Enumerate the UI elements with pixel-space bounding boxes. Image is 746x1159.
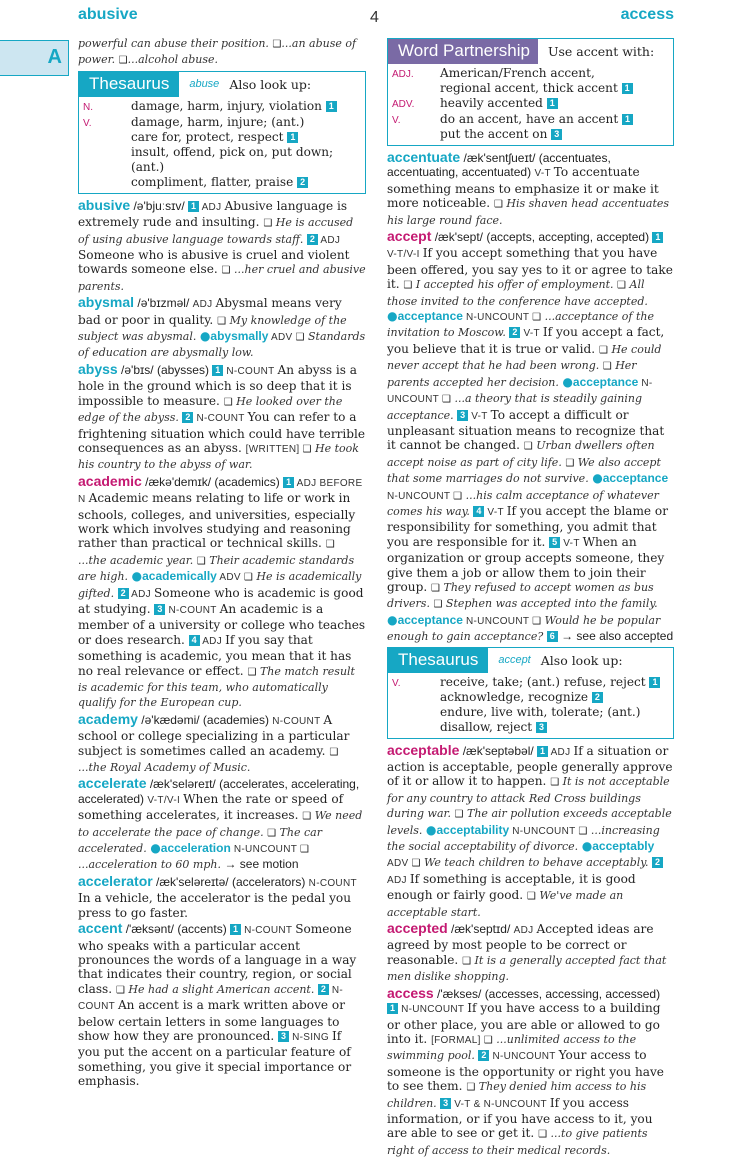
thesaurus-also-look-up: Also look up: (229, 76, 312, 92)
box-line: heavily accented 1 (440, 96, 669, 111)
example-text: We teach children to behave acceptably. (420, 856, 652, 870)
sense-number: 2 (118, 588, 129, 599)
derived-word: abysmally (210, 329, 269, 344)
example-marker-icon: ❑ (578, 825, 588, 837)
definition-text: If you have access to a building or other place, you are able or allowed to go into it. (387, 1001, 661, 1046)
definition-text: Accepted ideas are agreed by most people to be correct or reasonable. (387, 922, 654, 967)
part-of-speech: ADV. (392, 99, 415, 110)
sense-number: 1 (649, 677, 660, 688)
pronunciation: /ə'kædəmi/ (academies) (137, 712, 273, 727)
grammar-label: N-UNCOUNT (462, 615, 533, 627)
example-marker-icon: ❑ (431, 582, 440, 594)
grammar-label: V-T & N-UNCOUNT (451, 1098, 550, 1110)
example-marker-icon: ❑ (617, 280, 626, 292)
sense-number: 2 (182, 412, 193, 423)
grammar-label: V-T/V-I (147, 794, 184, 806)
example-marker-icon: ❑ (565, 457, 575, 469)
part-of-speech: V. (392, 115, 401, 126)
definition-text: Someone who is abusive is cruel and violent towards someone else. (78, 248, 350, 277)
example-marker-icon: ❑ (550, 777, 560, 789)
definition-text: If you say that something is academic, you mean that it has no real relevance or effect. (78, 632, 352, 678)
example-text: We need to accelerate the pace of change. (78, 809, 363, 839)
sense-number: 2 (509, 327, 520, 338)
box-line: do an accent, have an accent 1 (440, 112, 669, 127)
guide-word-right: access (620, 6, 674, 23)
example-text: We've made an acceptable start. (387, 889, 624, 919)
derived-word: acceptability (436, 822, 510, 837)
grammar-label: ADJ (192, 299, 216, 311)
pronunciation: /ə'bɪs/ (abysses) (117, 362, 213, 377)
grammar-label: V-T (534, 168, 554, 180)
pronunciation: → see also accepted (557, 629, 674, 644)
example-marker-icon: ❑ (329, 746, 339, 758)
definition-text: If you accept something that you have been offered, you say yes to it or agree to take it. (387, 246, 673, 292)
part-of-speech: N. (83, 101, 93, 113)
example-marker-icon: ❑ (483, 1034, 493, 1046)
sense-number: 2 (307, 234, 318, 245)
dictionary-entry (78, 776, 366, 872)
definition-text: You can refer to a frightening situation which could have terrible consequences as an abyss. (78, 410, 366, 455)
example-marker-icon: ❑ (523, 441, 533, 453)
part-of-speech: ADJ. (392, 69, 414, 80)
sense-number: 1 (283, 477, 294, 488)
sense-number: 1 (622, 114, 633, 125)
dictionary-entry (78, 921, 366, 1088)
continued-entry (78, 36, 366, 69)
definition-text: In a vehicle, the accelerator is the pedal you press to go faster. (78, 891, 351, 920)
example-marker-icon: ❑ (300, 844, 310, 856)
sense-number: 1 (287, 132, 298, 143)
definition-text: Someone who speaks with a particular accent pronounces the words of a language in a way that indicates their country, region, or social class. (78, 922, 357, 996)
grammar-label: ADJ (317, 234, 341, 246)
grammar-label: ADV (387, 858, 412, 870)
derivative-bullet-icon: ● (425, 822, 437, 837)
definition-text: Your access to someone is the opportunity or right you have to see them. (387, 1048, 664, 1094)
box-line: acknowledge, recognize 2 (440, 690, 669, 705)
sense-number: 2 (592, 692, 603, 703)
definition-text: To accentuate something means to emphasize it or make it more noticeable. (387, 165, 659, 211)
example-text: ...unlimited access to the swimming pool. (387, 1032, 637, 1063)
box-line: compliment, flatter, praise 2 (131, 175, 361, 190)
example-marker-icon: ❑ (462, 955, 472, 967)
example-marker-icon: ❑ (526, 891, 536, 903)
example-text: He is academically gifted. (78, 570, 362, 600)
example-text: ...acceleration to 60 mph. (78, 858, 225, 872)
headword[interactable]: accelerate (78, 775, 147, 792)
grammar-label: ADV (268, 332, 296, 344)
grammar-label: V-T (520, 328, 543, 340)
derived-word: acceptance (397, 612, 463, 627)
sense-number: 2 (652, 857, 663, 868)
guide-word-left: abusive (78, 6, 138, 23)
definition-text: An abyss is a hole in the ground which is so deep that it is impossible to measure. (78, 362, 358, 408)
example-marker-icon: ❑ (302, 811, 312, 823)
thesaurus-also-look-up: Also look up: (540, 652, 623, 668)
dictionary-entry (387, 150, 674, 228)
example-marker-icon: ❑ (598, 344, 608, 356)
sense-number: 1 (537, 746, 548, 757)
grammar-label: ADJ (199, 635, 226, 647)
sense-number: 3 (457, 410, 468, 421)
example-text: He looked over the edge of the abyss. (78, 394, 343, 425)
sense-number: 3 (536, 722, 547, 733)
derivative-bullet-icon: ● (592, 471, 603, 486)
grammar-label: N-UNCOUNT (230, 844, 301, 856)
definition-text: When an organization or group accepts someone, they give them a job or allow them to join their group. (387, 534, 665, 594)
definition-text: To accept a difficult or unpleasant situation means to recognize that it cannot be changed. (387, 407, 665, 453)
left-column (78, 36, 366, 1090)
box-row (79, 115, 365, 190)
derived-word: acceptably (592, 839, 655, 854)
example-marker-icon: ❑ (466, 1082, 476, 1094)
example-text: The match result is academic for this team, who automatically qualify for the European cup. (78, 664, 355, 710)
grammar-label: N-COUNT (308, 877, 357, 889)
derived-word: acceptance (572, 374, 639, 389)
example-marker-icon: ❑ (403, 280, 413, 292)
example-text: They denied him access to his children. (387, 1080, 647, 1110)
pronunciation: /æk'sept/ (accepts, accepting, accepted) (431, 230, 653, 245)
derivative-bullet-icon: ● (581, 839, 593, 854)
part-of-speech: V. (83, 117, 92, 129)
derivative-bullet-icon: ● (199, 329, 211, 344)
example-text: He took his country to the abyss of war. (78, 441, 359, 472)
box-line: American/French accent, (440, 66, 595, 80)
example-marker-icon: ❑ (493, 199, 503, 211)
dictionary-entry (387, 921, 674, 985)
sense-number: 1 (387, 1003, 398, 1014)
pronunciation: /æk'seləreɪt/ (accelerates, accelerating, accelerated) (78, 777, 360, 806)
box-row (388, 675, 673, 735)
definition-text: Academic means relating to life or work in schools, colleges, and universities, especially work which involves studying and reasoning rather than practical or technical skills. (78, 491, 356, 551)
example-marker-icon: ❑ (532, 615, 542, 627)
example-text: ...the Royal Academy of Music. (78, 761, 251, 775)
sense-number: 3 (551, 129, 562, 140)
thesaurus-word: abuse (189, 78, 220, 91)
sense-number: 2 (478, 1050, 489, 1061)
example-text: ...a theory that is steadily gaining acceptance. (387, 392, 643, 422)
example-text: Stephen was accepted into the family. (442, 597, 658, 611)
example-marker-icon: ❑ (325, 539, 335, 551)
definition-text: A school or college specializing in a particular subject is sometimes called an academy. (78, 712, 350, 758)
part-of-speech: V. (392, 677, 401, 689)
example-marker-icon: ❑ (454, 809, 464, 821)
example-marker-icon: ❑ (247, 666, 257, 678)
grammar-label: N-UNCOUNT (489, 1051, 559, 1063)
example-marker-icon: ❑ (243, 572, 253, 584)
example-text: All those invited to the conference have accepted. (387, 278, 648, 308)
example-marker-icon: ❑ (115, 984, 125, 996)
headword[interactable]: accentuate (387, 149, 461, 165)
example-text: My knowledge of the subject was abysmal. (78, 313, 347, 344)
derivative-bullet-icon: ● (387, 612, 398, 627)
grammar-label: N-COUNT (223, 365, 278, 377)
pronunciation: → see motion (224, 857, 299, 872)
derived-word: acceptance (602, 471, 669, 486)
box-row (388, 112, 673, 142)
example-text: The air pollution exceeds acceptable levels. (387, 807, 672, 837)
definition-text: If you put the accent on a particular feature of something, you give it special importance or emphasis. (78, 1028, 352, 1089)
dictionary-entry (387, 743, 674, 920)
pronunciation: /'ækses/ (accesses, accessing, accessed) (433, 986, 661, 1001)
grammar-label: N-UNCOUNT (387, 490, 454, 502)
dictionary-entry (387, 986, 674, 1158)
headword[interactable]: accent (78, 920, 123, 937)
grammar-label: V-T (468, 410, 491, 422)
example-marker-icon: ❑ (263, 218, 273, 230)
headword[interactable]: academy (78, 710, 138, 727)
dictionary-entry (78, 295, 366, 361)
dictionary-entry (78, 362, 366, 473)
example-text: I accepted his offer of employment. (412, 278, 618, 292)
derivative-bullet-icon: ● (150, 841, 161, 856)
box-values (131, 115, 361, 190)
thumb-index-tab[interactable] (0, 40, 69, 76)
definition-text: Abusive language is extremely rude and insulting. (78, 198, 348, 230)
sense-number: 5 (549, 537, 560, 548)
derivative-bullet-icon: ● (131, 569, 143, 584)
example-text: We also accept that some marriages do not survive. (387, 455, 661, 486)
sense-number: 1 (188, 201, 199, 212)
sense-number: 4 (189, 635, 200, 646)
sense-number: 4 (473, 506, 484, 517)
example-marker-icon: ❑ (538, 1129, 548, 1141)
grammar-label: ADJ (199, 201, 225, 213)
thesaurus-box-abuse (78, 71, 366, 194)
sense-number: 1 (622, 83, 633, 94)
pronunciation: /æk'sentʃueɪt/ (accentuates, accentuating, accentuated) (387, 151, 611, 180)
grammar-label: N-SING (289, 1031, 332, 1043)
example-marker-icon: ❑ (295, 332, 305, 344)
sense-number: 3 (440, 1098, 451, 1109)
grammar-label: ADJ (128, 588, 155, 600)
headword[interactable]: academic (78, 472, 142, 489)
example-text: ...his calm acceptance of whatever comes his way. (387, 488, 659, 518)
example-marker-icon: ❑ (267, 827, 277, 839)
thesaurus-label: Thesaurus (388, 648, 488, 673)
example-marker-icon: ❑ (118, 55, 128, 67)
derived-word: acceleration (160, 841, 231, 856)
example-text: He had a slight American accent. (124, 982, 318, 996)
definition-text: If you access information, or if you have access to it, you are able to see or get it. (387, 1095, 653, 1141)
dictionary-entry (387, 229, 674, 645)
example-text: ...acceptance of the invitation to Moscow. (387, 310, 654, 340)
grammar-label: [FORMAL] (431, 1034, 484, 1046)
grammar-label: ADJ (387, 874, 410, 886)
thesaurus-word: accept (498, 654, 531, 667)
example-text: The car accelerated. (78, 825, 322, 856)
sense-number: 1 (212, 365, 223, 376)
example-marker-icon: ❑ (433, 599, 443, 611)
box-line: insult, offend, pick on, put down; (ant.) (131, 144, 334, 174)
example-text: It is not acceptable for any country to attack Red Cross buildings during war. (387, 775, 670, 821)
box-values (440, 66, 669, 96)
box-row (388, 96, 673, 112)
grammar-label: ADJ (513, 925, 537, 937)
example-marker-icon: ❑ (442, 394, 451, 406)
box-row (388, 66, 673, 96)
pronunciation: /æk'septɪd/ (447, 922, 514, 937)
example-text: ...alcohol abuse. (127, 53, 219, 67)
box-line: put the accent on 3 (440, 127, 669, 142)
example-text: ...to give patients right of access to their medical records. (387, 1127, 648, 1157)
definition-text: Abysmal means very bad or poor in quality. (78, 296, 342, 327)
example-marker-icon: ❑ (302, 443, 312, 455)
example-text: Their academic standards are high. (78, 553, 355, 584)
grammar-label: N-COUNT (272, 715, 324, 727)
grammar-label: N-COUNT (193, 413, 248, 425)
example-text: Her parents accepted her decision. (387, 359, 637, 389)
box-values (440, 96, 669, 112)
example-text: He is accused of using abusive language towards staff. (78, 216, 354, 246)
pronunciation: /ə'bjuːsɪv/ (130, 198, 189, 213)
word-partnership-use: Use accent with: (547, 44, 655, 59)
example-marker-icon: ❑ (217, 315, 227, 327)
example-text: Urban dwellers often accept noise as part of city life. (387, 439, 655, 469)
headword[interactable]: access (387, 984, 434, 1001)
dictionary-entry (78, 474, 366, 711)
pronunciation: /æk'seləreɪtə/ (accelerators) (152, 874, 309, 889)
box-line: damage, harm, injure; (ant.) (131, 114, 305, 129)
definition-text: When the rate or speed of something accelerates, it increases. (78, 791, 344, 823)
grammar-label: N-UNCOUNT (387, 377, 653, 406)
definition-text: An academic is a member of a university or college who teaches or does research. (78, 601, 366, 647)
box-values (440, 675, 669, 735)
headword[interactable]: abysmal (78, 294, 135, 311)
grammar-label: V-T (484, 506, 507, 518)
definition-text: If you accept a fact, you believe that it is true or valid. (387, 325, 665, 356)
example-text: It is a generally accepted fact that men dislike shopping. (387, 953, 667, 984)
sense-number: 1 (230, 924, 241, 935)
thumb-letter: A (47, 46, 62, 68)
grammar-label: N-COUNT (241, 925, 296, 937)
dictionary-entry (78, 712, 366, 776)
grammar-label: ADV (216, 572, 244, 584)
box-line: regional accent, thick accent 1 (440, 81, 669, 96)
derivative-bullet-icon: ● (387, 309, 398, 324)
derived-word: academically (142, 569, 217, 584)
right-column (387, 36, 674, 1159)
box-values (131, 99, 361, 115)
example-marker-icon: ❑ (602, 361, 612, 373)
example-text: They refused to accept women as bus drivers. (387, 580, 654, 611)
definition-text: An accent is a mark written above or below certain letters in some languages to show how they are pronounced. (78, 998, 345, 1043)
example-text: Standards of education are abysmally low. (78, 330, 366, 360)
example-text: His shaven head accentuates his large round face. (387, 197, 670, 227)
headword[interactable]: accepted (387, 920, 448, 937)
box-line: receive, take; (ant.) refuse, reject 1 (440, 675, 669, 690)
example-marker-icon: ❑ (532, 312, 542, 324)
page-number: 4 (370, 9, 379, 26)
headword[interactable]: acceptable (387, 741, 460, 758)
sense-number: 1 (547, 98, 558, 109)
headword[interactable]: abyss (78, 360, 118, 377)
definition-text: Someone who is academic is good at studying. (78, 585, 364, 616)
grammar-label: ADJ (548, 746, 574, 758)
sense-number: 6 (547, 631, 558, 642)
box-row (79, 99, 365, 115)
box-line: care for, protect, respect 1 (131, 130, 361, 145)
grammar-label: N-UNCOUNT (462, 312, 533, 324)
grammar-label: [WRITTEN] (245, 443, 303, 455)
grammar-label: N-COUNT (78, 984, 344, 1013)
example-text: ...increasing the social acceptability of divorce. (387, 823, 660, 854)
box-line: disallow, reject 3 (440, 720, 669, 735)
sense-number: 2 (297, 177, 308, 188)
example-text: He could never accept that he had been wrong. (387, 342, 662, 373)
example-marker-icon: ❑ (221, 265, 231, 277)
grammar-label: V-T (560, 537, 583, 549)
sense-number: 2 (318, 984, 329, 995)
grammar-label: N-UNCOUNT (509, 825, 579, 837)
pronunciation: /'æksənt/ (accents) (122, 922, 231, 937)
word-partnership-box (387, 38, 674, 146)
sense-number: 3 (154, 604, 165, 615)
definition-text: If a situation or action is acceptable, people generally approve of it or allow it to happen. (387, 743, 673, 789)
example-text: ...her cruel and abusive parents. (78, 263, 366, 293)
pronunciation: /ə'bɪzməl/ (134, 296, 193, 311)
box-line: endure, live with, tolerate; (ant.) (440, 704, 641, 719)
example-marker-icon: ❑ (272, 39, 282, 50)
example-text: ...an abuse of power. (78, 37, 357, 67)
sense-number: 1 (326, 101, 337, 112)
example-text: Would he be popular enough to gain acceptance? (387, 613, 661, 644)
definition-text: If something is acceptable, it is good enough or fairly good. (387, 871, 636, 903)
example-marker-icon: ❑ (196, 555, 206, 567)
derivative-bullet-icon: ● (562, 374, 573, 389)
box-values (440, 112, 669, 142)
dictionary-entry (78, 874, 366, 920)
word-partnership-label: Word Partnership (388, 39, 538, 64)
grammar-label: N-UNCOUNT (398, 1004, 468, 1016)
sense-number: 3 (278, 1031, 289, 1042)
example-text: powerful can abuse their position. (78, 37, 273, 50)
dictionary-entry (78, 198, 366, 294)
thesaurus-box-accept (387, 647, 674, 739)
box-line: damage, harm, injury, violation 1 (131, 99, 361, 114)
pronunciation: /ækə'demɪk/ (academics) (141, 474, 284, 489)
definition-text: If you accept the blame or responsibility for something, you admit that you are responsible for it. (387, 503, 668, 549)
grammar-label: ADJ BEFORE N (78, 477, 363, 506)
thesaurus-label: Thesaurus (79, 72, 179, 97)
derived-word: acceptance (397, 309, 463, 324)
grammar-label: V-T/V-I (387, 249, 423, 261)
grammar-label: N-COUNT (165, 604, 220, 616)
example-text: ...the academic year. (78, 553, 197, 567)
sense-number: 1 (652, 232, 663, 243)
pronunciation: /æk'septəbəl/ (459, 743, 538, 758)
example-marker-icon: ❑ (223, 396, 233, 408)
headword[interactable]: accelerator (78, 872, 153, 889)
example-marker-icon: ❑ (411, 858, 421, 870)
example-marker-icon: ❑ (453, 490, 463, 502)
headword[interactable]: accept (387, 228, 432, 245)
headword[interactable]: abusive (78, 196, 131, 213)
